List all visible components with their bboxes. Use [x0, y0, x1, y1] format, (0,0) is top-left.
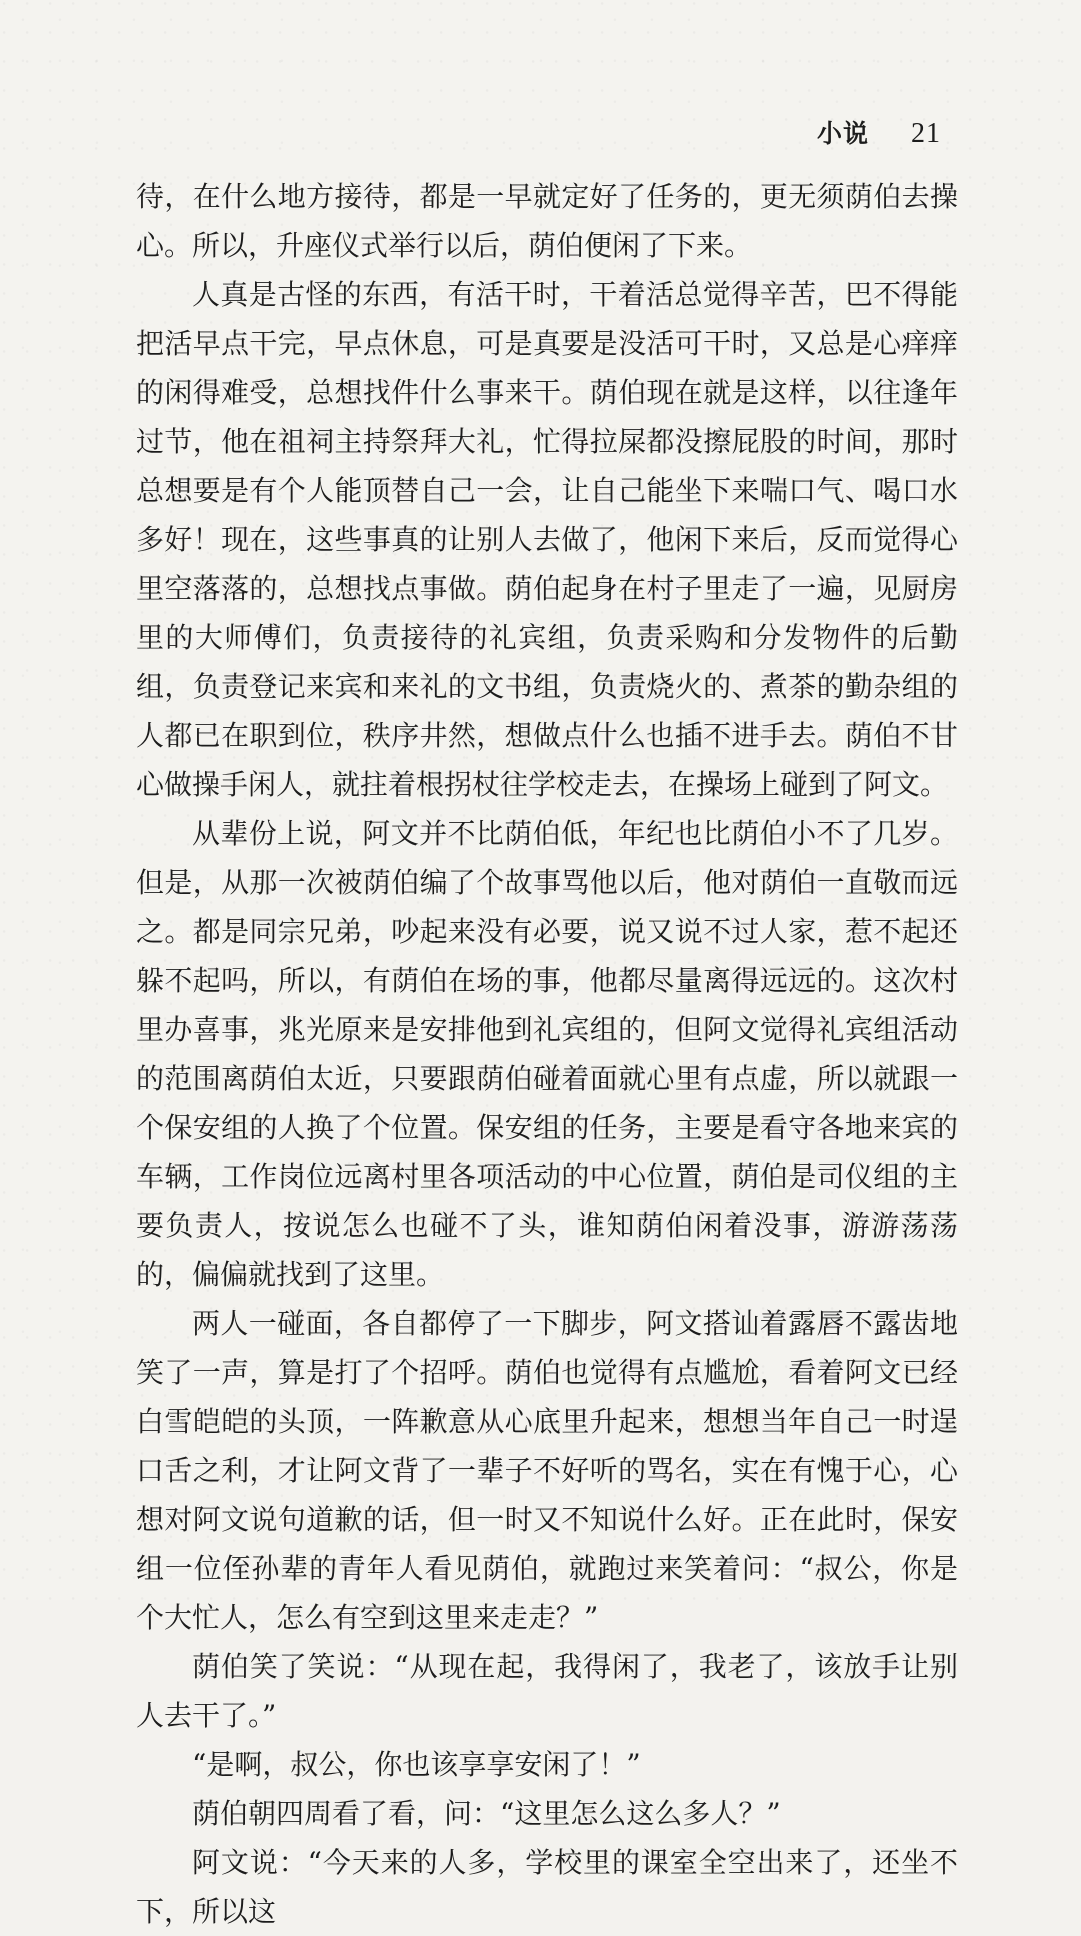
dialogue-paragraph: “是啊，叔公，你也该享享安闲了！”	[192, 1748, 641, 1781]
body-text	[136, 172, 958, 1936]
dialogue-paragraph: 阿文说：“今天来的人多，学校里的课室全空出来了，还坐不下，所以这	[136, 1846, 958, 1928]
section-title: 小说	[816, 119, 869, 148]
paragraph-continued: 待，在什么地方接待，都是一早就定好了任务的，更无须荫伯去操心。所以，升座仪式举行以后，荫伯便闲了下来。	[136, 180, 958, 262]
paragraph: 从辈份上说，阿文并不比荫伯低，年纪也比荫伯小不了几岁。但是，从那一次被荫伯编了个故事骂他以后，他对荫伯一直敬而远之。都是同宗兄弟，吵起来没有必要，说又说不过人家，惹不起还躲不起吗，所以，有荫伯在场的事，他都尽量离得远远的。这次村里办喜事，兆光原来是安排他到礼宾组的，但阿文觉得礼宾组活动的范围离荫伯太近，只要跟荫伯碰着面就心里有点虚，所以就跟一个保安组的人换了个位置。保安组的任务，主要是看守各地来宾的车辆，工作岗位远离村里各项活动的中心位置，荫伯是司仪组的主要负责人，按说怎么也碰不了头，谁知荫伯闲着没事，游游荡荡的，偏偏就找到了这里。	[136, 817, 958, 1291]
page-number: 21	[911, 118, 941, 149]
page-header	[817, 114, 941, 150]
dialogue-paragraph: 荫伯笑了笑说：“从现在起，我得闲了，我老了，该放手让别人去干了。”	[136, 1650, 958, 1732]
paragraph: 两人一碰面，各自都停了一下脚步，阿文搭讪着露唇不露齿地笑了一声，算是打了个招呼。荫伯也觉得有点尴尬，看着阿文已经白雪皑皑的头顶，一阵歉意从心底里升起来，想想当年自己一时逞口舌之利，才让阿文背了一辈子不好听的骂名，实在有愧于心，心想对阿文说句道歉的话，但一时又不知说什么好。正在此时，保安组一位侄孙辈的青年人看见荫伯，就跑过来笑着问：“叔公，你是个大忙人，怎么有空到这里来走走？”	[136, 1307, 958, 1634]
paragraph: 人真是古怪的东西，有活干时，干着活总觉得辛苦，巴不得能把活早点干完，早点休息，可是真要是没活可干时，又总是心痒痒的闲得难受，总想找件什么事来干。荫伯现在就是这样，以往逢年过节，他在祖祠主持祭拜大礼，忙得拉屎都没擦屁股的时间，那时总想要是有个人能顶替自己一会，让自己能坐下来喘口气、喝口水多好！现在，这些事真的让别人去做了，他闲下来后，反而觉得心里空落落的，总想找点事做。荫伯起身在村子里走了一遍，见厨房里的大师傅们，负责接待的礼宾组，负责采购和分发物件的后勤组，负责登记来宾和来礼的文书组，负责烧火的、煮茶的勤杂组的人都已在职到位，秩序井然，想做点什么也插不进手去。荫伯不甘心做操手闲人，就拄着根拐杖往学校走去，在操场上碰到了阿文。	[136, 278, 958, 801]
dialogue-paragraph: 荫伯朝四周看了看，问：“这里怎么这么多人？”	[192, 1797, 781, 1830]
